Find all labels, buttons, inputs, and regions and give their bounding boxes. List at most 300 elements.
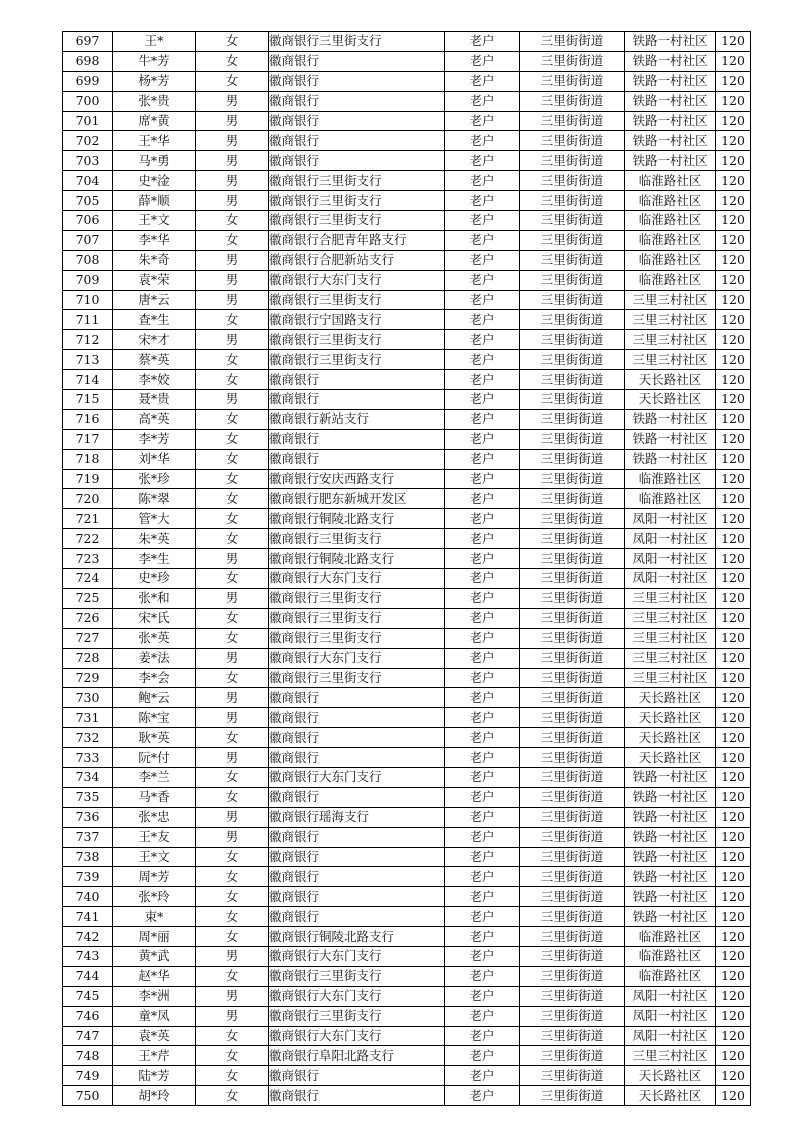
cell-gender: 女 [196,867,269,887]
cell-community: 凤阳一村社区 [625,1006,716,1026]
cell-street: 三里街街道 [520,787,625,807]
cell-name: 陆*芳 [113,1066,196,1086]
cell-bank: 徽商银行 [269,51,445,71]
cell-community: 凤阳一村社区 [625,1026,716,1046]
cell-amount: 120 [716,728,751,748]
cell-gender: 男 [196,390,269,410]
cell-name: 阮*付 [113,748,196,768]
cell-bank: 徽商银行铜陵北路支行 [269,927,445,947]
table-row [63,648,751,668]
cell-serial-number: 703 [63,151,113,171]
cell-serial-number: 697 [63,32,113,52]
table-row [63,171,751,191]
cell-bank: 徽商银行 [269,449,445,469]
cell-amount: 120 [716,986,751,1006]
cell-household-type: 老户 [445,648,520,668]
cell-street: 三里街街道 [520,668,625,688]
cell-street: 三里街街道 [520,648,625,668]
table-row [63,469,751,489]
table-row [63,390,751,410]
cell-household-type: 老户 [445,847,520,867]
cell-community: 铁路一村社区 [625,51,716,71]
cell-household-type: 老户 [445,827,520,847]
cell-community: 临淮路社区 [625,927,716,947]
cell-bank: 徽商银行铜陵北路支行 [269,509,445,529]
cell-street: 三里街街道 [520,628,625,648]
cell-amount: 120 [716,847,751,867]
cell-household-type: 老户 [445,529,520,549]
cell-household-type: 老户 [445,927,520,947]
cell-name: 马*香 [113,787,196,807]
cell-serial-number: 734 [63,767,113,787]
cell-street: 三里街街道 [520,608,625,628]
cell-community: 天长路社区 [625,390,716,410]
cell-name: 张*忠 [113,807,196,827]
cell-community: 天长路社区 [625,1086,716,1106]
table-row [63,927,751,947]
cell-bank: 徽商银行 [269,867,445,887]
table-row [63,688,751,708]
cell-gender: 女 [196,728,269,748]
table-row [63,966,751,986]
cell-gender: 女 [196,1046,269,1066]
cell-gender: 女 [196,409,269,429]
cell-name: 李*生 [113,549,196,569]
cell-gender: 男 [196,549,269,569]
table-row [63,409,751,429]
cell-amount: 120 [716,409,751,429]
table-row [63,429,751,449]
cell-serial-number: 742 [63,927,113,947]
cell-street: 三里街街道 [520,748,625,768]
cell-gender: 女 [196,469,269,489]
cell-bank: 徽商银行大东门支行 [269,946,445,966]
cell-household-type: 老户 [445,708,520,728]
cell-household-type: 老户 [445,1066,520,1086]
cell-gender: 女 [196,569,269,589]
cell-amount: 120 [716,350,751,370]
cell-serial-number: 746 [63,1006,113,1026]
cell-name: 蔡*英 [113,350,196,370]
cell-street: 三里街街道 [520,191,625,211]
cell-serial-number: 705 [63,191,113,211]
cell-community: 凤阳一村社区 [625,986,716,1006]
cell-household-type: 老户 [445,767,520,787]
cell-street: 三里街街道 [520,946,625,966]
cell-amount: 120 [716,429,751,449]
cell-name: 陈*宝 [113,708,196,728]
cell-street: 三里街街道 [520,230,625,250]
cell-gender: 女 [196,887,269,907]
cell-household-type: 老户 [445,350,520,370]
cell-name: 童*凤 [113,1006,196,1026]
cell-serial-number: 701 [63,111,113,131]
cell-household-type: 老户 [445,270,520,290]
cell-amount: 120 [716,390,751,410]
cell-bank: 徽商银行 [269,827,445,847]
cell-street: 三里街街道 [520,569,625,589]
cell-gender: 女 [196,230,269,250]
cell-street: 三里街街道 [520,429,625,449]
cell-amount: 120 [716,807,751,827]
cell-household-type: 老户 [445,688,520,708]
cell-bank: 徽商银行 [269,787,445,807]
table-row [63,370,751,390]
cell-street: 三里街街道 [520,529,625,549]
cell-amount: 120 [716,628,751,648]
cell-household-type: 老户 [445,429,520,449]
cell-name: 王*华 [113,131,196,151]
table-row [63,529,751,549]
cell-bank: 徽商银行三里街支行 [269,171,445,191]
table-row [63,867,751,887]
cell-bank: 徽商银行 [269,847,445,867]
cell-community: 铁路一村社区 [625,111,716,131]
cell-household-type: 老户 [445,211,520,231]
cell-community: 铁路一村社区 [625,827,716,847]
cell-gender: 男 [196,290,269,310]
cell-serial-number: 744 [63,966,113,986]
cell-name: 宋*才 [113,330,196,350]
cell-gender: 女 [196,529,269,549]
cell-serial-number: 750 [63,1086,113,1106]
cell-gender: 男 [196,807,269,827]
cell-gender: 男 [196,827,269,847]
cell-household-type: 老户 [445,111,520,131]
cell-gender: 女 [196,767,269,787]
cell-amount: 120 [716,71,751,91]
cell-community: 天长路社区 [625,1066,716,1086]
cell-street: 三里街街道 [520,1006,625,1026]
cell-name: 王* [113,32,196,52]
cell-community: 三里三村社区 [625,1046,716,1066]
cell-community: 凤阳一村社区 [625,549,716,569]
table-row [63,310,751,330]
cell-name: 周*丽 [113,927,196,947]
cell-amount: 120 [716,509,751,529]
table-row [63,827,751,847]
cell-name: 牛*芳 [113,51,196,71]
cell-serial-number: 709 [63,270,113,290]
cell-name: 束* [113,907,196,927]
cell-amount: 120 [716,469,751,489]
table-row [63,569,751,589]
cell-household-type: 老户 [445,370,520,390]
cell-bank: 徽商银行 [269,71,445,91]
cell-serial-number: 721 [63,509,113,529]
cell-household-type: 老户 [445,1026,520,1046]
cell-household-type: 老户 [445,509,520,529]
cell-gender: 女 [196,1026,269,1046]
cell-community: 天长路社区 [625,688,716,708]
cell-street: 三里街街道 [520,250,625,270]
cell-bank: 徽商银行大东门支行 [269,986,445,1006]
cell-gender: 女 [196,370,269,390]
cell-street: 三里街街道 [520,688,625,708]
cell-serial-number: 702 [63,131,113,151]
cell-community: 临淮路社区 [625,211,716,231]
cell-amount: 120 [716,927,751,947]
cell-street: 三里街街道 [520,409,625,429]
cell-amount: 120 [716,787,751,807]
cell-community: 铁路一村社区 [625,787,716,807]
cell-street: 三里街街道 [520,489,625,509]
cell-street: 三里街街道 [520,131,625,151]
table-row [63,1026,751,1046]
cell-gender: 女 [196,787,269,807]
cell-street: 三里街街道 [520,767,625,787]
cell-serial-number: 725 [63,588,113,608]
cell-bank: 徽商银行 [269,91,445,111]
cell-household-type: 老户 [445,986,520,1006]
cell-community: 铁路一村社区 [625,847,716,867]
cell-street: 三里街街道 [520,370,625,390]
cell-name: 姜*法 [113,648,196,668]
cell-gender: 男 [196,708,269,728]
table-row [63,588,751,608]
cell-community: 临淮路社区 [625,489,716,509]
cell-serial-number: 713 [63,350,113,370]
cell-community: 凤阳一村社区 [625,529,716,549]
cell-community: 三里三村社区 [625,668,716,688]
cell-household-type: 老户 [445,51,520,71]
cell-household-type: 老户 [445,728,520,748]
cell-household-type: 老户 [445,1086,520,1106]
table-row [63,350,751,370]
table-row [63,1006,751,1026]
cell-name: 张*英 [113,628,196,648]
cell-bank: 徽商银行安庆西路支行 [269,469,445,489]
cell-serial-number: 731 [63,708,113,728]
cell-street: 三里街街道 [520,867,625,887]
cell-bank: 徽商银行三里街支行 [269,191,445,211]
cell-bank: 徽商银行三里街支行 [269,1006,445,1026]
cell-serial-number: 720 [63,489,113,509]
cell-serial-number: 733 [63,748,113,768]
table-row [63,728,751,748]
cell-gender: 男 [196,986,269,1006]
cell-bank: 徽商银行宁国路支行 [269,310,445,330]
cell-amount: 120 [716,1026,751,1046]
table-row [63,708,751,728]
cell-gender: 女 [196,966,269,986]
cell-community: 三里三村社区 [625,628,716,648]
cell-bank: 徽商银行三里街支行 [269,32,445,52]
cell-household-type: 老户 [445,250,520,270]
cell-community: 三里三村社区 [625,290,716,310]
cell-name: 聂*贵 [113,390,196,410]
cell-name: 李*会 [113,668,196,688]
cell-street: 三里街街道 [520,310,625,330]
cell-bank: 徽商银行三里街支行 [269,529,445,549]
cell-gender: 女 [196,211,269,231]
cell-serial-number: 724 [63,569,113,589]
cell-household-type: 老户 [445,628,520,648]
cell-name: 高*英 [113,409,196,429]
cell-street: 三里街街道 [520,986,625,1006]
cell-street: 三里街街道 [520,728,625,748]
cell-bank: 徽商银行三里街支行 [269,290,445,310]
table-row [63,270,751,290]
cell-serial-number: 736 [63,807,113,827]
cell-household-type: 老户 [445,330,520,350]
cell-household-type: 老户 [445,191,520,211]
cell-serial-number: 745 [63,986,113,1006]
cell-community: 天长路社区 [625,370,716,390]
cell-street: 三里街街道 [520,270,625,290]
cell-name: 胡*玲 [113,1086,196,1106]
table-row [63,549,751,569]
cell-street: 三里街街道 [520,827,625,847]
cell-community: 三里三村社区 [625,588,716,608]
cell-household-type: 老户 [445,569,520,589]
cell-gender: 女 [196,449,269,469]
cell-household-type: 老户 [445,310,520,330]
cell-street: 三里街街道 [520,151,625,171]
cell-serial-number: 716 [63,409,113,429]
cell-household-type: 老户 [445,608,520,628]
cell-amount: 120 [716,1006,751,1026]
cell-bank: 徽商银行 [269,728,445,748]
cell-household-type: 老户 [445,449,520,469]
cell-name: 史*淦 [113,171,196,191]
cell-household-type: 老户 [445,946,520,966]
table-row [63,986,751,1006]
cell-name: 袁*英 [113,1026,196,1046]
table-row [63,91,751,111]
cell-name: 朱*英 [113,529,196,549]
cell-household-type: 老户 [445,489,520,509]
cell-gender: 女 [196,489,269,509]
table-row [63,887,751,907]
cell-household-type: 老户 [445,966,520,986]
cell-bank: 徽商银行合肥新站支行 [269,250,445,270]
cell-amount: 120 [716,211,751,231]
cell-gender: 男 [196,588,269,608]
table-row [63,32,751,52]
cell-name: 唐*云 [113,290,196,310]
cell-amount: 120 [716,549,751,569]
cell-household-type: 老户 [445,907,520,927]
cell-gender: 男 [196,111,269,131]
cell-amount: 120 [716,151,751,171]
cell-community: 天长路社区 [625,728,716,748]
cell-community: 凤阳一村社区 [625,509,716,529]
cell-amount: 120 [716,827,751,847]
cell-bank: 徽商银行三里街支行 [269,608,445,628]
cell-street: 三里街街道 [520,549,625,569]
cell-bank: 徽商银行 [269,708,445,728]
cell-serial-number: 718 [63,449,113,469]
cell-amount: 120 [716,250,751,270]
cell-household-type: 老户 [445,390,520,410]
cell-serial-number: 708 [63,250,113,270]
cell-household-type: 老户 [445,151,520,171]
cell-street: 三里街街道 [520,390,625,410]
table-row [63,290,751,310]
table-row [63,71,751,91]
cell-serial-number: 719 [63,469,113,489]
cell-amount: 120 [716,449,751,469]
cell-community: 三里三村社区 [625,350,716,370]
cell-bank: 徽商银行三里街支行 [269,588,445,608]
cell-name: 宋*氏 [113,608,196,628]
table-row [63,628,751,648]
cell-amount: 120 [716,767,751,787]
cell-street: 三里街街道 [520,1066,625,1086]
cell-name: 王*文 [113,847,196,867]
cell-bank: 徽商银行三里街支行 [269,668,445,688]
cell-name: 李*芳 [113,429,196,449]
cell-serial-number: 712 [63,330,113,350]
cell-amount: 120 [716,370,751,390]
cell-street: 三里街街道 [520,330,625,350]
table-row [63,489,751,509]
cell-community: 铁路一村社区 [625,767,716,787]
cell-gender: 男 [196,1006,269,1026]
cell-serial-number: 732 [63,728,113,748]
cell-gender: 男 [196,171,269,191]
cell-bank: 徽商银行新站支行 [269,409,445,429]
cell-gender: 男 [196,946,269,966]
cell-name: 耿*英 [113,728,196,748]
cell-bank: 徽商银行合肥青年路支行 [269,230,445,250]
cell-gender: 女 [196,927,269,947]
cell-street: 三里街街道 [520,171,625,191]
cell-name: 刘*华 [113,449,196,469]
cell-name: 张*玲 [113,887,196,907]
cell-street: 三里街街道 [520,469,625,489]
cell-household-type: 老户 [445,71,520,91]
cell-household-type: 老户 [445,230,520,250]
cell-amount: 120 [716,668,751,688]
cell-gender: 女 [196,429,269,449]
cell-serial-number: 728 [63,648,113,668]
cell-bank: 徽商银行肥东新城开发区 [269,489,445,509]
cell-name: 薛*顺 [113,191,196,211]
cell-name: 赵*华 [113,966,196,986]
cell-bank: 徽商银行 [269,907,445,927]
cell-bank: 徽商银行 [269,1086,445,1106]
cell-gender: 女 [196,907,269,927]
table-row [63,1046,751,1066]
cell-street: 三里街街道 [520,1086,625,1106]
cell-bank: 徽商银行 [269,390,445,410]
cell-bank: 徽商银行 [269,111,445,131]
cell-serial-number: 707 [63,230,113,250]
cell-serial-number: 715 [63,390,113,410]
cell-name: 李*兰 [113,767,196,787]
cell-community: 临淮路社区 [625,171,716,191]
cell-amount: 120 [716,648,751,668]
cell-street: 三里街街道 [520,847,625,867]
cell-amount: 120 [716,131,751,151]
cell-amount: 120 [716,1086,751,1106]
cell-bank: 徽商银行大东门支行 [269,270,445,290]
cell-amount: 120 [716,748,751,768]
cell-name: 李*姣 [113,370,196,390]
cell-street: 三里街街道 [520,1046,625,1066]
cell-community: 铁路一村社区 [625,807,716,827]
cell-community: 铁路一村社区 [625,91,716,111]
table-row [63,907,751,927]
cell-bank: 徽商银行瑶海支行 [269,807,445,827]
cell-name: 黄*武 [113,946,196,966]
cell-serial-number: 723 [63,549,113,569]
cell-street: 三里街街道 [520,1026,625,1046]
cell-bank: 徽商银行大东门支行 [269,767,445,787]
cell-name: 袁*荣 [113,270,196,290]
